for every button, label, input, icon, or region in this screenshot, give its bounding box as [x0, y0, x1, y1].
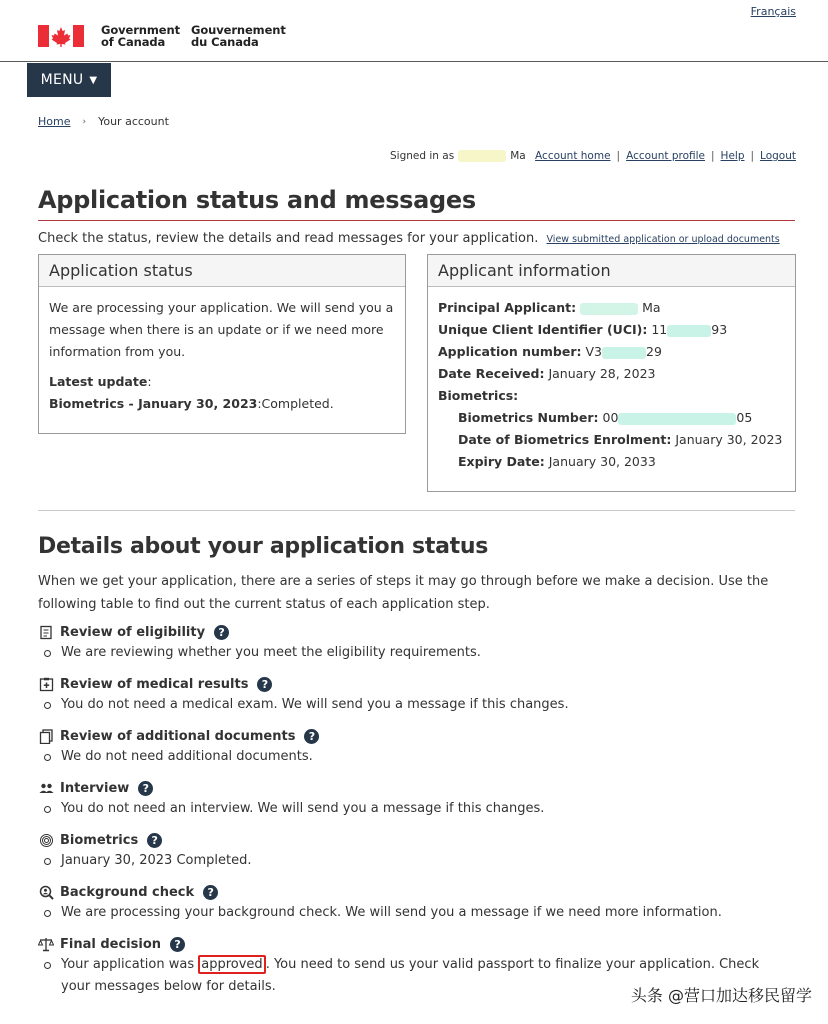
help-question-icon[interactable]: ?: [138, 781, 153, 796]
bullet-icon: [44, 754, 51, 761]
step-review-of-medical-results: [38, 674, 798, 716]
biometrics-number-row: Biometrics Number: 00 05: [458, 410, 753, 425]
step-description: We are reviewing whether you meet the eligibility requirements.: [61, 645, 481, 660]
details-heading: Details about your application status: [38, 534, 488, 559]
chevron-down-icon: ▼: [89, 74, 98, 86]
application-status-heading: Application status: [39, 255, 405, 287]
page-intro-text: Check the status, review the details and read messages for your application.: [38, 231, 539, 246]
magnifier-person-icon: [38, 884, 54, 900]
breadcrumb-current: Your account: [98, 115, 169, 128]
step-title: Final decision: [60, 936, 162, 952]
step-title: Review of eligibility: [60, 624, 206, 640]
government-of-canada-fr: Gouvernement du Canada: [191, 23, 286, 49]
redacted-mask: [618, 413, 736, 425]
help-question-icon[interactable]: ?: [257, 677, 272, 692]
application-status-message: We are processing your application. We will send you a message when there is an update or if we need more information from you.: [49, 300, 394, 359]
bullet-icon: [44, 910, 51, 917]
help-question-icon[interactable]: ?: [214, 625, 229, 640]
government-of-canada-en: Government of Canada: [101, 23, 180, 49]
canada-flag-icon: [38, 25, 84, 47]
account-home-link[interactable]: Account home: [535, 150, 611, 162]
checklist-icon: [38, 624, 54, 640]
title-underline: [38, 220, 795, 221]
date-received-row: Date Received: January 28, 2023: [438, 366, 656, 381]
medical-clipboard-icon: [38, 676, 54, 692]
help-question-icon[interactable]: ?: [147, 833, 162, 848]
bullet-icon: [44, 650, 51, 657]
redacted-mask: [602, 347, 646, 359]
account-profile-link[interactable]: Account profile: [626, 150, 705, 162]
latest-update-label: Latest update:: [49, 374, 152, 389]
fingerprint-icon: [38, 832, 54, 848]
step-description: You do not need a medical exam. We will send you a message if this changes.: [61, 697, 569, 712]
page-title: Application status and messages: [38, 186, 476, 214]
step-title: Review of additional documents: [60, 728, 296, 744]
biometrics-enrolment-row: Date of Biometrics Enrolment: January 30, 2023: [458, 432, 783, 447]
bullet-icon: [44, 702, 51, 709]
view-submitted-application-link[interactable]: View submitted application or upload documents: [546, 234, 780, 245]
bullet-icon: [44, 962, 51, 969]
scales-icon: [38, 936, 54, 952]
language-toggle-link[interactable]: Français: [750, 5, 796, 18]
approved-highlight: approved: [198, 955, 265, 974]
step-description: January 30, 2023 Completed.: [61, 853, 252, 868]
step-review-of-additional-documents: [38, 726, 798, 768]
help-question-icon[interactable]: ?: [203, 885, 218, 900]
bullet-icon: [44, 806, 51, 813]
account-links: Account home | Account profile | Help | Logout: [535, 150, 796, 162]
step-title: Review of medical results: [60, 676, 249, 692]
application-number-row: Application number: V3 29: [438, 344, 662, 359]
signed-in-prefix: Signed in as: [390, 150, 455, 162]
uci-row: Unique Client Identifier (UCI): 11 93: [438, 322, 728, 337]
people-icon: [38, 780, 54, 796]
breadcrumb-separator-icon: ›: [82, 116, 87, 127]
section-divider: [38, 510, 795, 511]
signed-in-indicator: [390, 150, 526, 162]
step-review-of-eligibility: [38, 622, 798, 664]
breadcrumb-home-link[interactable]: Home: [38, 115, 71, 128]
help-question-icon[interactable]: ?: [170, 937, 185, 952]
applicant-information-panel: [427, 254, 796, 492]
expiry-date-row: Expiry Date: January 30, 2033: [458, 454, 656, 469]
menu-button[interactable]: [27, 63, 111, 97]
step-title: Background check: [60, 884, 195, 900]
step-interview: [38, 778, 798, 820]
step-biometrics: [38, 830, 798, 872]
redacted-mask: [667, 325, 711, 337]
documents-icon: [38, 728, 54, 744]
step-title: Biometrics: [60, 832, 139, 848]
signed-in-name: Ma: [510, 150, 526, 162]
redacted-mask: [580, 303, 638, 315]
step-description: Your application was approved . You need to send us your valid passport to finalize your application. Check your messages below for details.: [61, 957, 760, 994]
menu-label: MENU: [40, 72, 84, 88]
step-description: You do not need an interview. We will send you a message if this changes.: [61, 801, 545, 816]
applicant-information-heading: Applicant information: [428, 255, 795, 287]
latest-update-value: Biometrics - January 30, 2023:Completed.: [49, 396, 334, 411]
step-description: We are processing your background check. We will send you a message if we need more information.: [61, 905, 722, 920]
help-question-icon[interactable]: ?: [304, 729, 319, 744]
redacted-name-mask: [458, 150, 506, 162]
details-intro: When we get your application, there are a series of steps it may go through before we make a decision. Use the following table to find out the current status of each application step.: [38, 574, 769, 612]
breadcrumb: [38, 115, 169, 128]
biometrics-row: Biometrics:: [438, 388, 519, 403]
bullet-icon: [44, 858, 51, 865]
site-header: [0, 0, 828, 62]
help-link[interactable]: Help: [720, 150, 745, 162]
page-intro: [38, 231, 780, 246]
application-status-panel: [38, 254, 406, 434]
step-description: We do not need additional documents.: [61, 749, 313, 764]
source-credit: 头条 @营口加达移民留学: [630, 986, 812, 1005]
logout-link[interactable]: Logout: [760, 150, 796, 162]
principal-applicant-row: Principal Applicant: Ma: [438, 300, 661, 315]
step-title: Interview: [60, 780, 130, 796]
step-background-check: [38, 882, 798, 924]
